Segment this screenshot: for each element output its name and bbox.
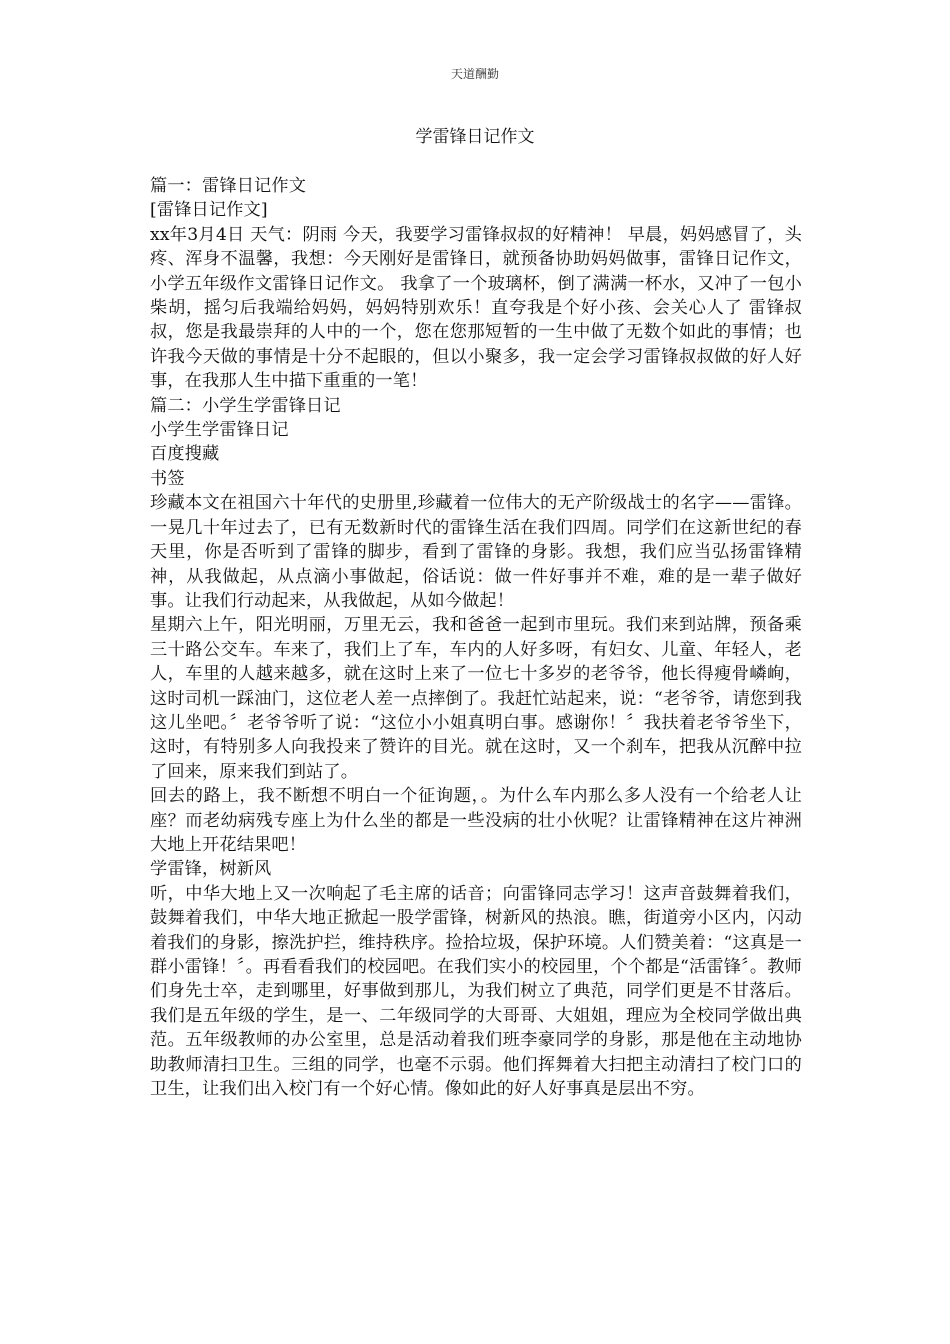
body-paragraph: 听，中华大地上又一次响起了毛主席的话音；向雷锋同志学习！这声音鼓舞着我们，鼓舞着我们，中华大地正掀起一股学雷锋，树新风的热浪。瞧，街道旁小区内，闪动着我们的身影，擦洗护拦，维持秩序。捡拾垃圾，保护环境。人们赞美着：“这真是一群小雷锋！〞。再看看我们的校园吧。在我们实小的校园里，个个都是“活雷锋〞。教师们身先士卒，走到哪里，好事做到那儿，为我们树立了典范，同学们更是不甘落后。我们是五年级的学生，是一、二年级同学的大哥哥、大姐姐，理应为全校同学做出典范。五年级教师的办公室里，总是活动着我们班李豪同学的身影，那是他在主动地协助教师清扫卫生。三组的同学，也毫不示弱。他们挥舞着大扫把主动清扫了校门口的卫生，让我们出入校门有一个好心情。像如此的好人好事真是层出不穷。 xyxy=(150,883,802,1100)
body-paragraph: 回去的路上，我不断想不明白一个征询题，。为什么车内那么多人没有一个给老人让座？而老幼病残专座上为什么坐的都是一些没病的壮小伙呢？让雷锋精神在这片神洲大地上开花结果吧！ xyxy=(150,786,802,855)
page-header: 天道酬勤 xyxy=(450,67,499,81)
bookmark-label: 书签 xyxy=(150,468,185,489)
document-body xyxy=(150,174,802,1101)
section-subheading: 学雷锋，树新风 xyxy=(150,859,272,880)
section-subtitle-1: [雷锋日记作文] xyxy=(150,200,268,221)
body-paragraph: 珍藏本文在祖国六十年代的史册里,珍藏着一位伟大的无产阶级战士的名字——雷锋。一晃几十年过去了，已有无数新时代的雷锋生活在我们四周。同学们在这新世纪的春天里，你是否听到了雷锋的脚步，看到了雷锋的身影。我想，我们应当弘扬雷锋精神，从我做起，从点滴小事做起，俗话说：做一件好事并不难，难的是一辈子做好事。让我们行动起来，从我做起，从如今做起！ xyxy=(150,493,802,611)
document-title: 学雷锋日记作文 xyxy=(415,127,535,147)
section-heading-1: 篇一：雷锋日记作文 xyxy=(150,176,307,196)
section-subtitle-2: 小学生学雷锋日记 xyxy=(150,420,289,441)
body-paragraph: xx年3月4日 天气：阴雨 今天，我要学习雷锋叔叔的好精神！ 早晨，妈妈感冒了，头疼、浑身不温馨，我想：今天刚好是雷锋日，就预备协助妈妈做事，雷锋日记作文，小学五年级作文雷锋日记作文。 我拿了一个玻璃杯，倒了满满一杯水，又冲了一包小柴胡，摇匀后我端给妈妈，妈妈特别欢乐！直夸我是个好小孩、会关心人了 雷锋叔叔，您是我最崇拜的人中的一个，您在您那短暂的一生中做了无数个如此的事情；也许我今天做的事情是十分不起眼的，但以小聚多，我一定会学习雷锋叔叔做的好人好事，在我那人生中描下重重的一笔！ xyxy=(150,224,802,392)
baidu-bookmark-label: 百度搜藏 xyxy=(150,444,220,465)
section-heading-2: 篇二：小学生学雷锋日记 xyxy=(150,395,341,416)
body-paragraph: 星期六上午，阳光明丽，万里无云，我和爸爸一起到市里玩。我们来到站牌，预备乘三十路公交车。车来了，我们上了车，车内的人好多呀，有妇女、儿童、年轻人，老人，车里的人越来越多，就在这时上来了一位七十多岁的老爷爷，他长得瘦骨嶙峋，这时司机一踩油门，这位老人差一点摔倒了。我赶忙站起来，说：“老爷爷，请您到我这儿坐吧。〞老爷爷听了说：“这位小小姐真明白事。感谢你！〞我扶着老爷爷坐下，这时，有特别多人向我投来了赞许的目光。就在这时，又一个刹车，把我从沉醉中拉了回来，原来我们到站了。 xyxy=(150,615,802,782)
